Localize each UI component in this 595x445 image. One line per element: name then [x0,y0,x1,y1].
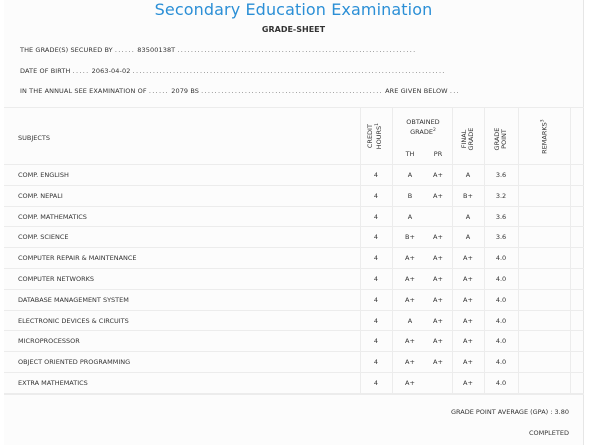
cell-th: A+ [405,337,415,346]
cell-subject: COMPUTER NETWORKS [18,275,94,283]
cell-th: A [407,171,413,179]
symbol-number: 83500138T [137,46,176,54]
table-row [4,311,584,331]
table-top-border [4,107,584,108]
cell-credit: 4 [373,379,379,387]
cell-gp: 4.0 [495,316,507,325]
cell-credit: 4 [373,337,379,346]
table-row [4,165,584,185]
cell-final: A [465,233,471,242]
col-header-obtained: OBTAINED [406,118,440,126]
table-row [4,186,584,206]
table-row [4,227,584,247]
cell-gp: 3.2 [495,191,507,200]
cell-th: A+ [405,254,415,263]
cell-subject: COMP. ENGLISH [18,171,69,179]
cell-subject: ELECTRONIC DEVICES & CIRCUITS [18,316,129,325]
table-row [4,207,584,227]
cell-credit: 4 [373,212,379,221]
result-status: COMPLETED [529,429,569,437]
cell-subject: DATABASE MANAGEMENT SYSTEM [18,295,129,304]
cell-gp: 4.0 [495,254,507,263]
cell-gp: 4.0 [495,295,507,304]
credit-label-line2: HOURS [375,125,384,150]
table-bottom-border [4,394,584,395]
cell-th: B+ [405,233,415,242]
cell-pr: A+ [433,275,443,283]
grade-footnote: 2 [432,128,436,133]
remarks-label: REMARKS [540,122,549,154]
table-row [4,331,584,351]
col-header-subjects: SUBJECTS [18,134,51,142]
col-header-credit [367,111,383,161]
cell-credit: 4 [373,295,379,304]
cell-gp: 3.6 [495,233,507,242]
cell-credit: 4 [373,358,379,367]
table-row [4,290,584,310]
cell-pr: A+ [433,254,443,263]
cell-credit: 4 [373,171,379,179]
remarks-footnote: 3 [540,119,546,123]
cell-th: A [407,212,413,221]
cell-final: A+ [463,337,473,346]
cell-final: A+ [463,358,473,367]
cell-th: A [407,316,413,325]
gpa-summary [451,408,569,416]
cell-subject: COMP. MATHEMATICS [18,212,87,221]
cell-th: A+ [405,275,415,283]
cell-credit: 4 [373,316,379,325]
exam-label: IN THE ANNUAL SEE EXAMINATION OF [20,87,147,95]
cell-pr: A+ [433,316,443,325]
gp-label-line2: POINT [500,129,508,149]
cell-th: A+ [405,379,415,387]
gp-label-line1: GRADE [493,127,501,151]
cell-subject: OBJECT ORIENTED PROGRAMMING [18,358,131,367]
gpa-label: GRADE POINT AVERAGE (GPA) : [450,408,553,416]
grade-sheet [4,0,584,445]
col-header-pr: PR [433,150,443,158]
cell-gp: 3.6 [495,171,507,179]
row-divider [4,393,584,394]
col-header-grade-point [494,114,508,164]
info-line-name: THE GRADE(S) SECURED BY ...... 83500138T ....................................................................... [20,46,417,54]
cell-pr: A+ [433,171,443,179]
cell-th: B [407,191,413,200]
cell-credit: 4 [373,233,379,242]
cell-final: A+ [463,316,473,325]
final-label-line2: GRADE [467,127,475,151]
cell-credit: 4 [373,191,379,200]
grade-sheet-heading: GRADE-SHEET [261,25,326,34]
cell-subject: EXTRA MATHEMATICS [18,379,88,387]
cell-final: A+ [463,275,473,283]
cell-th: A+ [405,295,415,304]
table-row [4,373,584,393]
col-header-final-grade [461,114,475,164]
col-header-grade [394,128,452,136]
given-below-label: ARE GIVEN BELOW [385,87,448,95]
info-line-exam: IN THE ANNUAL SEE EXAMINATION OF ...... 2079 BS ...................................................... ARE GIVEN BELOW ... [20,87,460,95]
secured-by-label: THE GRADE(S) SECURED BY [20,46,113,54]
cell-credit: 4 [373,254,379,263]
cell-final: A+ [463,295,473,304]
cell-final: B+ [463,191,473,200]
table-row [4,269,584,289]
final-label-line1: FINAL [460,129,468,149]
cell-pr: A+ [433,358,443,367]
cell-final: A [465,171,471,179]
cell-gp: 4.0 [495,275,507,283]
col-header-remarks [539,112,548,162]
exam-year: 2079 BS [171,87,199,95]
cell-subject: COMPUTER REPAIR & MAINTENANCE [18,254,137,263]
table-row [4,352,584,372]
info-line-dob: DATE OF BIRTH ..... 2063-04-02 ............................................................................................. [20,67,446,75]
cell-pr: A+ [433,191,443,200]
cell-credit: 4 [373,275,379,283]
cell-subject: MICROPROCESSOR [18,337,80,346]
cell-pr: A+ [433,295,443,304]
cell-th: A+ [405,358,415,367]
cell-gp: 3.6 [495,212,507,221]
dob-value: 2063-04-02 [91,67,131,75]
cell-gp: 4.0 [495,358,507,367]
table-row [4,248,584,268]
cell-subject: COMP. SCIENCE [18,233,69,242]
cell-pr: A+ [433,337,443,346]
dob-label: DATE OF BIRTH [20,67,71,75]
cell-gp: 4.0 [495,337,507,346]
cell-final: A [465,212,471,221]
cell-pr: A+ [433,233,443,242]
cell-subject: COMP. NEPALI [18,191,63,200]
credit-footnote: 1 [374,122,380,126]
col-header-th: TH [405,150,415,158]
page-title: Secondary Education Examination [154,0,433,19]
grade-label: GRADE [410,128,433,137]
credit-label-line1: CREDIT [365,124,374,149]
cell-gp: 4.0 [495,379,507,387]
gpa-value: 3.80 [554,408,569,416]
cell-final: A+ [463,379,473,387]
cell-final: A+ [463,254,473,263]
